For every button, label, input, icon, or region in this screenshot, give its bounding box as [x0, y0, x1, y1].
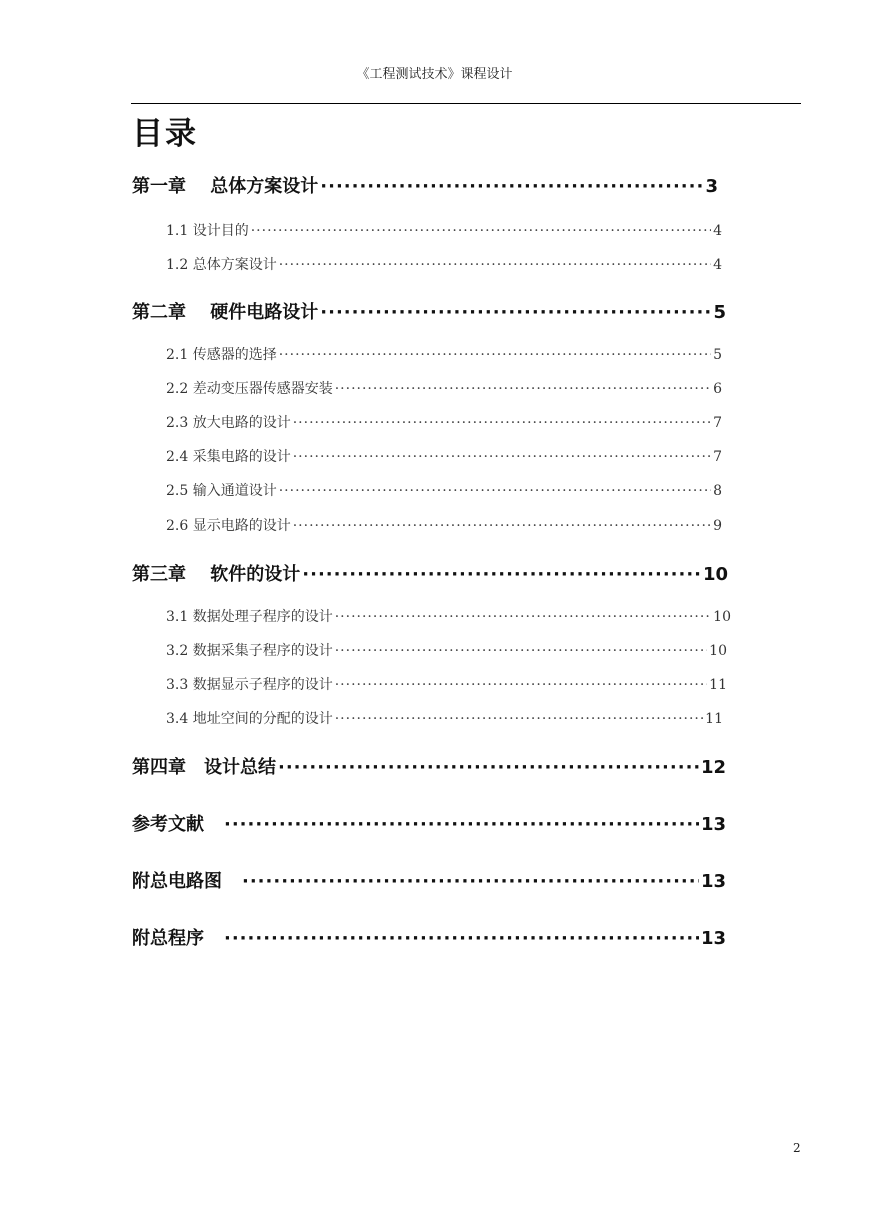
toc-entry-label: 3.3 数据显示子程序的设计: [166, 677, 333, 693]
toc-leader-dots: [251, 223, 711, 239]
toc-entry-chapter-4[interactable]: [132, 753, 726, 779]
toc-entry-page: 13: [700, 928, 726, 949]
toc-entry-section-3-4[interactable]: [166, 708, 723, 728]
toc-leader-dots: [224, 814, 699, 835]
toc-entry-page: 9: [713, 518, 722, 534]
toc-entry-page: 5: [713, 302, 726, 323]
toc-entry-page: 13: [700, 871, 726, 892]
toc-leader-dots: [302, 564, 701, 585]
toc-entry-page: 10: [709, 643, 727, 659]
toc-entry-section-2-2[interactable]: [166, 378, 722, 398]
toc-entry-section-2-5[interactable]: [166, 480, 722, 500]
toc-leader-dots: [335, 711, 703, 727]
toc-entry-circuit-diagram[interactable]: [132, 867, 726, 893]
toc-entry-label: 2.6 显示电路的设计: [166, 518, 291, 534]
toc-leader-dots: [279, 257, 711, 273]
toc-entry-section-3-3[interactable]: [166, 674, 727, 694]
toc-entry-label: 第二章 硬件电路设计: [132, 302, 319, 323]
toc-entry-section-1-1[interactable]: [166, 220, 722, 240]
toc-leader-dots: [320, 302, 711, 323]
toc-entry-label: 2.5 输入通道设计: [166, 483, 277, 499]
running-header: 《工程测试技术》课程设计: [356, 67, 513, 82]
toc-entry-page: 7: [713, 415, 722, 431]
toc-entry-section-3-2[interactable]: [166, 640, 727, 660]
toc-entry-page: 4: [713, 257, 722, 273]
toc-leader-dots: [335, 609, 711, 625]
toc-entry-chapter-3[interactable]: [132, 560, 728, 586]
toc-entry-label: 第三章 软件的设计: [132, 564, 301, 585]
toc-entry-label: 3.2 数据采集子程序的设计: [166, 643, 333, 659]
toc-entry-label: 附总电路图: [132, 871, 222, 892]
toc-entry-label: 2.2 差动变压器传感器安装: [166, 381, 333, 397]
toc-leader-dots: [335, 643, 707, 659]
toc-leader-dots: [293, 518, 711, 534]
toc-leader-dots: [293, 415, 711, 431]
toc-entry-chapter-1[interactable]: [132, 172, 718, 198]
toc-leader-dots: [242, 871, 699, 892]
toc-leader-dots: [279, 347, 711, 363]
toc-entry-label: 1.1 设计目的: [166, 223, 249, 239]
toc-entry-page: 8: [713, 483, 722, 499]
toc-entry-label: 3.4 地址空间的分配的设计: [166, 711, 333, 727]
toc-entry-label: 第一章 总体方案设计: [132, 176, 319, 197]
toc-entry-page: 12: [700, 757, 726, 778]
toc-entry-label: 2.1 传感器的选择: [166, 347, 277, 363]
toc-entry-label: 第四章 设计总结: [132, 757, 276, 778]
toc-entry-page: 10: [713, 609, 731, 625]
toc-entry-page: 11: [705, 711, 723, 727]
toc-entry-page: 7: [713, 449, 722, 465]
toc-entry-page: 10: [702, 564, 728, 585]
toc-leader-dots: [279, 483, 711, 499]
toc-entry-page: 3: [705, 176, 718, 197]
toc-entry-label: 3.1 数据处理子程序的设计: [166, 609, 333, 625]
toc-entry-chapter-2[interactable]: [132, 298, 726, 324]
toc-entry-program-listing[interactable]: [132, 924, 726, 950]
toc-leader-dots: [293, 449, 711, 465]
toc-leader-dots: [335, 677, 707, 693]
toc-entry-label: 2.4 采集电路的设计: [166, 449, 291, 465]
toc-entry-section-2-4[interactable]: [166, 446, 722, 466]
toc-entry-section-2-6[interactable]: [166, 515, 722, 535]
toc-leader-dots: [320, 176, 703, 197]
toc-entry-section-3-1[interactable]: [166, 606, 731, 626]
toc-leader-dots: [224, 928, 699, 949]
toc-entry-section-2-3[interactable]: [166, 412, 722, 432]
toc-entry-section-1-2[interactable]: [166, 254, 722, 274]
toc-entry-page: 13: [700, 814, 726, 835]
toc-entry-section-2-1[interactable]: [166, 344, 722, 364]
toc-leader-dots: [335, 381, 711, 397]
toc-entry-page: 4: [713, 223, 722, 239]
toc-entry-label: 参考文献: [132, 814, 204, 835]
page-number: 2: [793, 1141, 801, 1155]
toc-entry-label: 2.3 放大电路的设计: [166, 415, 291, 431]
header-rule: [131, 103, 801, 104]
toc-leader-dots: [278, 757, 699, 778]
toc-title: 目录: [132, 116, 198, 152]
toc-entry-page: 6: [713, 381, 722, 397]
toc-entry-references[interactable]: [132, 810, 726, 836]
toc-entry-page: 11: [709, 677, 727, 693]
toc-entry-label: 1.2 总体方案设计: [166, 257, 277, 273]
toc-entry-page: 5: [713, 347, 722, 363]
toc-entry-label: 附总程序: [132, 928, 204, 949]
